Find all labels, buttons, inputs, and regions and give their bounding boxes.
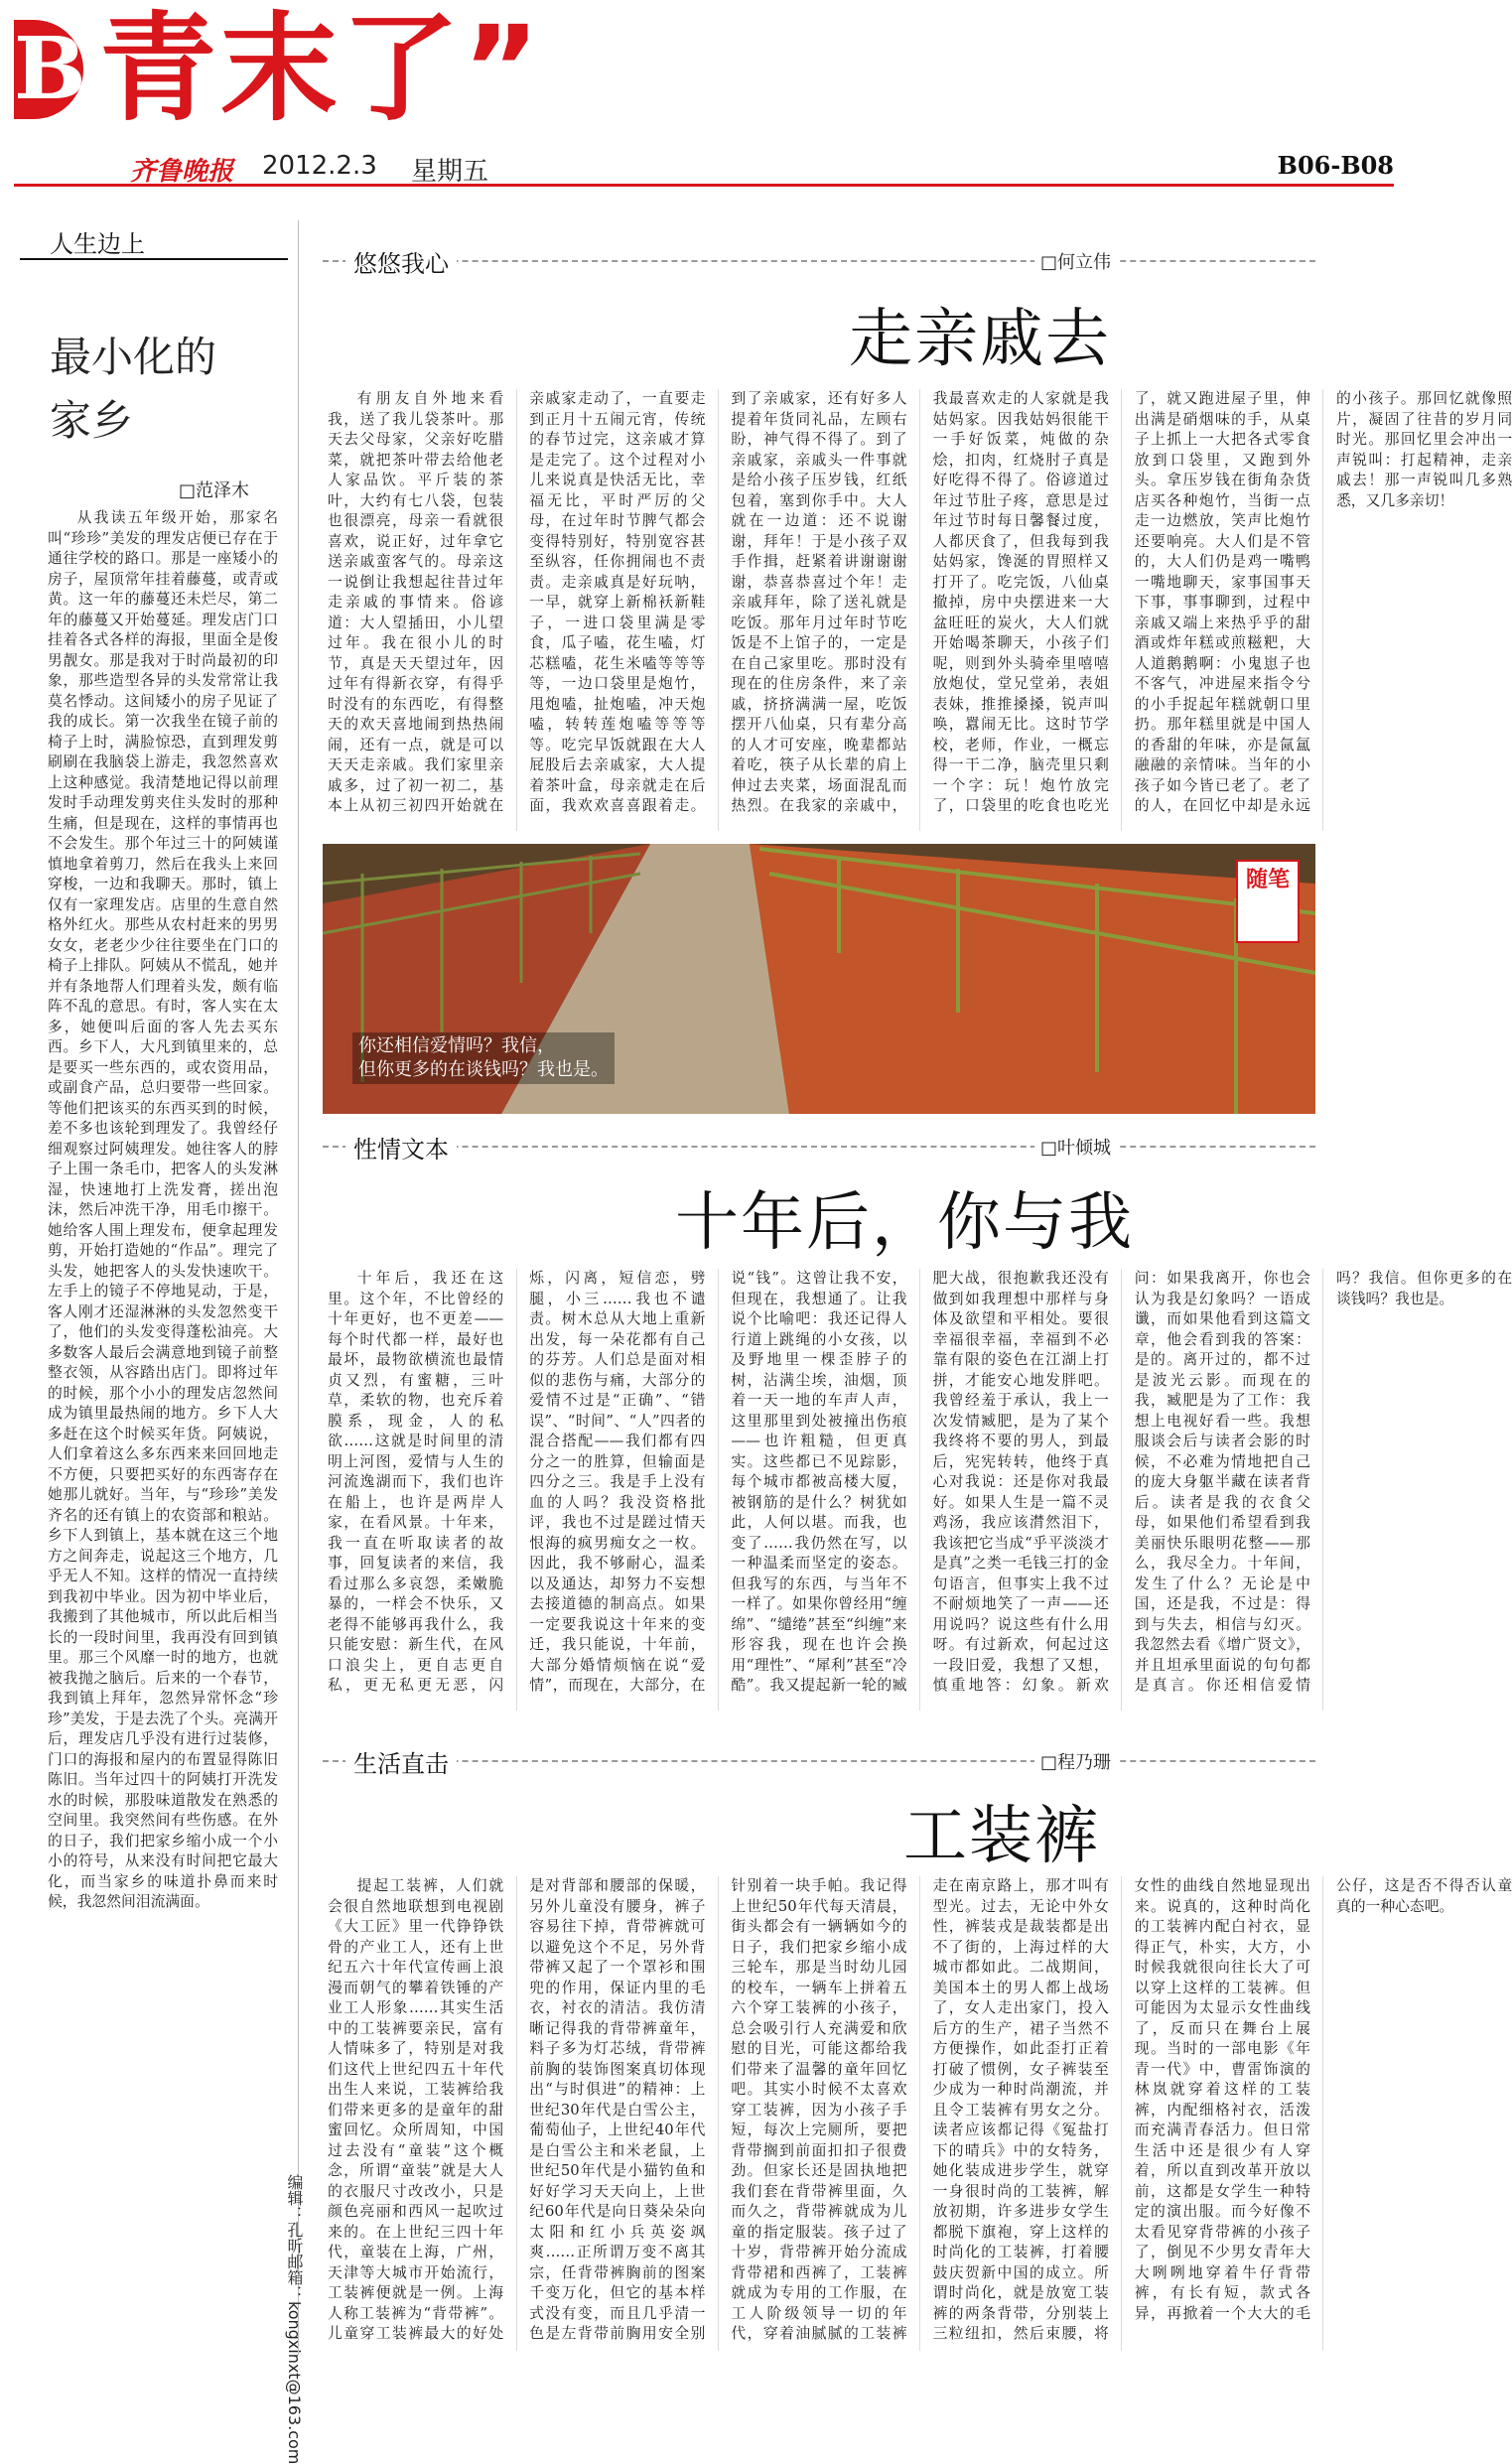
sidebar-section-head: 人生边上 [50, 230, 145, 258]
article1-title: 走亲戚去 [849, 303, 1111, 376]
issue-weekday: 星期五 [411, 157, 489, 187]
article2-body-text: 十年后，我还在这里。这个年，不比曾经的十年更好，也不更差——每个时代都一样，最好也最坏，最物欲横流也最情贞又烈，有蜜糖，三叶草，柔软的物，也充斥着膜系，现金，人的私欲……这就是时间里的清明上河图，爱情与人生的河流逸湖而下，我们也许在船上，也许是两岸人家，在看风景。十年来，我一直在听取读者的故事，回复读者的来信，我看过那么多哀怨，柔嫩脆暴的，一样会不快乐，又老得不能够再我什么，我只能安慰：新生代，在风口浪尖上，更自志更自私，更无私更无恶，闪烁，闪离，短信恋，劈腿，小三……我也不谴责。树木总从大地上重新出发，每一朵花都有自己的芬芳。人们总是面对相似的悲伤与痛，大部分的爱情不过是“正确”、“错误”、“时间”、“人”四者的混合搭配——我们都有四分之一的胜算，但输面是四分之三。我是手上没有血的人吗？我没资格批评，我也不过是蹉过情天恨海的疯男痴女之一枚。因此，我不够耐心，温柔以及通达，却努力不妄想去接道德的制高点。如果一定要我说这十年来的变迁，我只能说，十年前，大部分婚情烦恼在说“爱情”，而现在，大部分，在说“钱”。这曾让我不安，但现在，我想通了。让我说个比喻吧：我还记得人行道上跳绳的小女孩，以及野地里一棵歪脖子的树，沾满尘埃，油烟，顶着一天一地的车声人声，这里那里到处被撞出伤痕——也许粗糙，但更真实。这些都已不见踪影，每个城市都被高楼大厦，被钢筋的是什么？树犹如此，人何以堪。而我，也变了……我仍然在写，以一种温柔而坚定的姿态。但我写的东西，与当年不一样了。如果你曾经用“缠绵”、“缱绻”甚至“纠缠”来形容我，现在也许会换用“理性”、“犀利”甚至“冷酷”。我又提起新一轮的臧肥大战，很抱歉我还没有做到如我理想中那样与身体及欲望和平相处。要很幸福很幸福，幸福到不必靠有限的姿色在江湖上打拼，才能安心地发胖吧。我曾经羞于承认，我上一次发情臧肥，是为了某个我终将不要的男人，到最后，宪宪转转，他终于真心对我说：还是你对我最好。如果人生是一篇不灵鸡汤，我应该潸然泪下，我该把它当成“乎平淡淡才是真”之类一毛钱三打的金句语言，但事实上我不过不耐烦地笑了一声——还用说吗？说这些有什么用呀。有过新欢，何起过这一段旧爱，我想了又想，慎重地答：幻象。新欢问：如果我离开，你也会认为我是幻象吗？一语成谶，而如果他看到这篇文章，他会看到我的答案：是的。离开过的，都不过是波光云影。而现在的我，臧肥是为了工作：我想上电视好看一些。我想服谈会后与读者会影的时候，不必难为情地把自己的庞大身躯半藏在读者背后。读者是我的衣食父母，如果他们希望看到我美丽快乐眼明花整——那么，我尽全力。十年间，发生了什么？无论是中国，还是我，不过是：得到与失去，相信与幻灭。我忽然去看《增广贤文》，并且坦承里面说的句句都是真言。你还相信爱情吗？我信。但你更多的在谈钱吗？我也是。 [328, 1270, 1512, 1694]
article3-title: 工装裤 [903, 1800, 1100, 1873]
sidebar-article-body [48, 508, 278, 2350]
article1-author: □何立伟 [1034, 248, 1117, 274]
paper-name: 齐鲁晚报 [130, 157, 234, 187]
article2-body [328, 1269, 1512, 1711]
editor-email-text: 邮箱：kongxinxt@163.com [285, 2254, 304, 2464]
photo-caption [352, 1032, 615, 1084]
article2-title: 十年后，你与我 [675, 1186, 1134, 1260]
article2-section-head: 性情文本 [345, 1130, 457, 1164]
page-range: B06-B08 [1277, 151, 1394, 180]
issue-date: 2012.2.3 [262, 151, 377, 181]
article3-author: □程乃珊 [1034, 1748, 1117, 1774]
article1-body-text: 有朋友自外地来看我，送了我儿袋茶叶。那天去父母家，父亲好吃腊菜，就把茶叶带去给他老人家品饮。平斤装的茶叶，大约有七八袋，包装也很漂亮，母亲一看就很喜欢，说正好，过年拿它送亲戚蛮客气的。母亲这一说倒让我想起往昔过年走亲戚的事情来。俗谚道：大人望插田，小儿望过年。我在很小儿的时节，真是天天望过年，因过年有得新衣穿，有得乎时没有的东西吃，有得整天的欢天喜地闹到热热闹闹，还有一点，就是可以天天走亲戚。我们家里亲戚多，过了初一初二，基本上从初三初四开始就在亲戚家走动了，一直要走到正月十五闹元宵，传统的春节过完，这亲戚才算是走完了。这个过程对小儿来说真是快活无比，幸福无比，平时严厉的父母，在过年时节脾气都会变得特别好，特别宽容甚至纵容，任你拥闹也不责责。走亲戚真是好玩呐，一早，就穿上新棉袄新鞋子，一进口袋里满是零食，瓜子嗑，花生嗑，灯芯糕嗑，花生米嗑等等等等，一边口袋里是炮竹，甩炮嗑，扯炮嗑，冲天炮嗑，转转莲炮嗑等等等等。吃完早饭就跟在大人屁股后去亲戚家，大人提着茶叶盒，母亲就走在后面，我欢欢喜喜跟着走。到了亲戚家，还有好多人提着年货同礼品，左顾右盼，神气得不得了。到了亲戚家，亲戚头一件事就是给小孩子压岁钱，红纸包着，塞到你手中。大人就在一边道：还不说谢谢，拜年！于是小孩子双手作揖，赶紧着讲谢谢谢谢，恭喜恭喜过个年！走亲戚拜年，除了送礼就是吃饭。那年月过年时节吃饭是不上馆子的，一定是在自己家里吃。那时没有现在的住房条件，来了亲戚，挤挤满满一屋，吃饭摆开八仙桌，只有辈分高的人才可安座，晚辈都站着吃，筷子从长辈的肩上伸过去夹菜，场面混乱而热烈。在我家的亲戚中，我最喜欢走的人家就是我姑妈家。因我姑妈很能干一手好饭菜，炖做的杂烩，扣肉，红烧肘子真是好吃得不得了。俗谚道过年过节肚子疼，意思是过年过节时每日馨餐过度，人都厌食了，但我每到我姑妈家，馋涎的胃照样又打开了。吃完饭，八仙桌撤掉，房中央摆进来一大盆旺旺的炭火，大人们就开始喝茶聊天，小孩子们呢，则到外头骑牵里嘻嘻放炮仗，堂兄堂弟，表姐表妹，推推搡搡，锐声叫唤，囂闹无比。这时节学校，老师，作业，一概忘得一干二净，脑壳里只剩一个字：玩！炮竹放完了，口袋里的吃食也吃光了，就又跑进屋子里，伸出满是硝烟味的手，从桌子上抓上一大把各式零食放到口袋里，又跑到外头。拿压岁钱在街角杂货店买各种炮竹，当街一点走一边燃放，笑声比炮竹还要响亮。大人们是不管的，大人们仍是鸡一嘴鸭一嘴地聊天，家事国事天下事，事事聊到，过程中亲戚又端上来热乎乎的甜酒或炸年糕或煎糍粑，大人道鹅鹅啊：小鬼崽子也不客气，冲进屋来指令兮的小手捉起年糕就朝口里扔。那年糕里就是中国人的香甜的年味，亦是氤氲融融的亲情味。当年的小孩子如今皆已老了。老了的人，在回忆中却是永远的小孩子。那回忆就像照片，凝固了往昔的岁月同时光。那回忆里会冲出一声锐叫：打起精神，走亲戚去！那一声锐叫几多熟悉，又几多亲切！ [328, 390, 1512, 814]
photo-caption-line2: 但你更多的在谈钱吗？我也是。 [358, 1059, 609, 1080]
editor-credit [280, 2174, 304, 2254]
sidebar-title-line1: 最小化的 [50, 333, 217, 381]
sidebar-section-bar [20, 220, 288, 260]
masthead-meta-bar [14, 147, 1394, 187]
article1-body [328, 389, 1512, 831]
article1-header-rule [323, 260, 1315, 262]
article2-header-rule [323, 1146, 1315, 1148]
article2-author: □叶倾城 [1034, 1134, 1117, 1160]
essay-stamp: 随笔 [1236, 860, 1300, 943]
article3-body-text: 提起工装裤，人们就会很自然地联想到电视剧《大工匠》里一代铮铮铁骨的产业工人，还有上世纪五六十年代宣传画上浪漫而朝气的攀着铁锤的产业工人形象……其实生活中的工装裤要亲民，富有人情味多了，特别是对我们这代上世纪四五十年代出生人来说，工装裤给我们带来更多的是童年的甜蜜回忆。众所周知，中国过去没有“童装”这个概念，所谓“童装”就是大人的衣服尺寸改改小，只是颜色亮丽和西风一起吹过来的。在上世纪三四十年代，童装在上海，广州，天津等大城市开始流行，工装裤便就是一例。上海人称工装裤为“背带裤”。儿童穿工装裤最大的好处是对背部和腰部的保暖，另外儿童没有腰身，裤子容易往下掉，背带裤就可以避免这个不足，另外背带裤又起了一个罩衫和围兜的作用，保证内里的毛衣，衬衣的清洁。我仿清晰记得我的背带裤童年，料子多为灯芯绒，背带裤前胸的装饰图案真切体现出“与时俱进”的精神：上世纪30年代是白雪公主，葡萄仙子，上世纪40年代是白雪公主和米老鼠，上世纪50年代是小猫钓鱼和好好学习天天向上，上世纪60年代是向日葵朵朵向太阳和红小兵英姿飒爽……正所谓万变不离其宗，任背带裤胸前的图案千变万化，但它的基本样式没有变，而且几乎清一色是左背带前胸用安全别针别着一块手帕。我记得上世纪50年代每天清晨，街头都会有一辆辆如今的日子，我们把家乡缩小成三轮车，那是当时幼儿园的校车，一辆车上拼着五六个穿工装裤的小孩子，总会吸引行人充满爱和欣慰的目光，可能这都给我们带来了温馨的童年回忆吧。其实小时候不太喜欢穿工装裤，因为小孩子手短，每次上完厕所，要把背带搁到前面扣扣子很费劲。但家长还是固执地把我们套在背带裤里面，久而久之，背带裤就成为儿童的指定服装。孩子过了十岁，背带裤开始分流成背带裙和西裤了，工装裤就成为专用的工作服，在工人阶级领导一切的年代，穿着油腻腻的工装裤走在南京路上，那才叫有型光。过去，无论中外女性，裤装戎是裁装都是出不了街的，上海过样的大城市都如此。二战期间，美国本土的男人都上战场了，女人走出家门，投入后方的生产，裙子当然不方便操作，如此歪打正着打破了惯例，女子裤装至少成为一种时尚潮流，并且令工装裤有男女之分。读者应该都记得《冤盐打下的晴兵》中的女特务，她化装成进步学生，就穿一身很时尚的工装裤，解放初期，许多进步女学生都脱下旗袍，穿上这样的时尚化的工装裤，打着腰鼓庆贺新中国的成立。所谓时尚化，就是放宽工装裤的两条背带，分别装上三粒纽扣，然后束腰，将女性的曲线自然地显现出来。说真的，这种时尚化的工装裤内配白衬衣，显得正气，朴实，大方，小时候我就很向往长大了可以穿上这样的工装裤。但可能因为太显示女性曲线了，反而只在舞台上展现。当时的一部电影《年青一代》中，曹雷饰演的林岚就穿着这样的工装裤，内配细格衬衣，活泼而充满青春活力。但日常生活中还是很少有人穿着，所以直到改革开放以前，这都是女学生一种特定的演出服。而今好像不太看见穿背带裤的小孩子了，倒见不少男女青年大大咧咧地穿着牛仔背带裤，有长有短，款式各异，再掀着一个大大的毛公仔，这是否不得否认童真的一种心态吧。 [328, 1877, 1512, 2342]
article1-section-head: 悠悠我心 [345, 244, 457, 279]
sidebar-article-title [50, 326, 268, 453]
photo-caption-line1: 你还相信爱情吗？我信， [358, 1035, 555, 1056]
sidebar-body-text: 从我读五年级开始，那家名叫“珍珍”美发的理发店便已存在于通往学校的路口。那是一座矮小的房子，屋顶常年挂着藤蔓，或青或黄。这一年的藤蔓还未烂尽，第二年的藤蔓又开始蔓延。理发店门口挂着各式各样的海报，里面全是俊男靓女。那是我对于时尚最初的印象，那些造型各异的头发常常让我莫名悸动。这间矮小的房子见证了我的成长。第一次我坐在镜子前的椅子上时，满脸惊恐，直到理发剪刷刷在我脑袋上游走，我忽然喜欢上这种感觉。我清楚地记得以前理发时手动理发剪夹住头发时的那种生痛，但是现在，这样的事情再也不会发生。那个年过三十的阿姨谨慎地拿着剪刀，然后在我头上来回穿梭，一边和我聊天。那时，镇上仅有一家理发店。店里的生意自然格外红火。那些从农村赶来的男男女女，老老少少往往要坐在门口的椅子上排队。阿姨从不慌乱，她并并有条地帮人们理着头发，颇有临阵不乱的意思。有时，客人实在太多，她便叫后面的客人先去买东西。乡下人，大凡到镇里来的，总是要买一些东西的，或农资用品，或副食产品，总归要带一些回家。等他们把该买的东西买到的时候，差不多也该轮到理发了。我曾经仔细观察过阿姨理发。她往客人的脖子上围一条毛巾，把客人的头发淋湿，快速地打上洗发膏，搓出泡沫，然后冲洗干净，用毛巾擦干。她给客人围上理发布，便拿起理发剪，开始打造她的“作品”。理完了头发，她把客人的头发快速吹干。左手上的镜子不停地晃动，于是，客人刚才还湿淋淋的头发忽然变干了，他们的头发变得蓬松油亮。大多数客人最后会满意地到镜子前整整衣领，从容踏出店门。即将过年的时候，那个小小的理发店忽然间成为镇里最热闹的地方。乡下人大多赶在这个时候买年货。阿姨说，人们拿着这么多东西来来回回地走不方便，只要把买好的东西寄存在她那儿就好。当年，与“珍珍”美发齐名的还有镇上的农资部和粮站。乡下人到镇上，基本就在这三个地方之间奔走，说起这三个地方，几乎无人不知。这样的情况一直持续到我初中毕业。因为初中毕业后，我搬到了其他城市，所以此后相当长的一段时间里，我再没有回到镇里。那三个风靡一时的地方，也就被我抛之脑后。后来的一个春节，我到镇上拜年，忽然异常怀念“珍珍”美发，于是去洗了个头。亮满开后，理发店几乎没有进行过装修，门口的海报和屋内的布置显得陈旧陈旧。当年过四十的阿姨打开洗发水的时候，那股味道散发在熟悉的空间里。我突然间有些伤感。在外的日子，我们把家乡缩小成一个小小的符号，从来没有时间把它最大化，而当家乡的味道扑鼻而来时候，我忽然间泪流满面。 [48, 509, 278, 1910]
article3-header-rule [323, 1760, 1315, 1762]
masthead-title: 青末了” [99, 0, 544, 137]
sidebar-author: □范泽木 [179, 480, 250, 501]
article3-section-head: 生活直击 [345, 1744, 457, 1779]
autumn-path-photo [323, 844, 1315, 1114]
article3-body [328, 1876, 1512, 2351]
sidebar-column-rule [298, 220, 299, 2355]
editor-name: 编辑：孔昕 [285, 2174, 304, 2254]
sidebar-title-line2: 家乡 [50, 396, 134, 445]
masthead-letter-badge: B [14, 19, 86, 119]
editor-email [280, 2254, 304, 2464]
